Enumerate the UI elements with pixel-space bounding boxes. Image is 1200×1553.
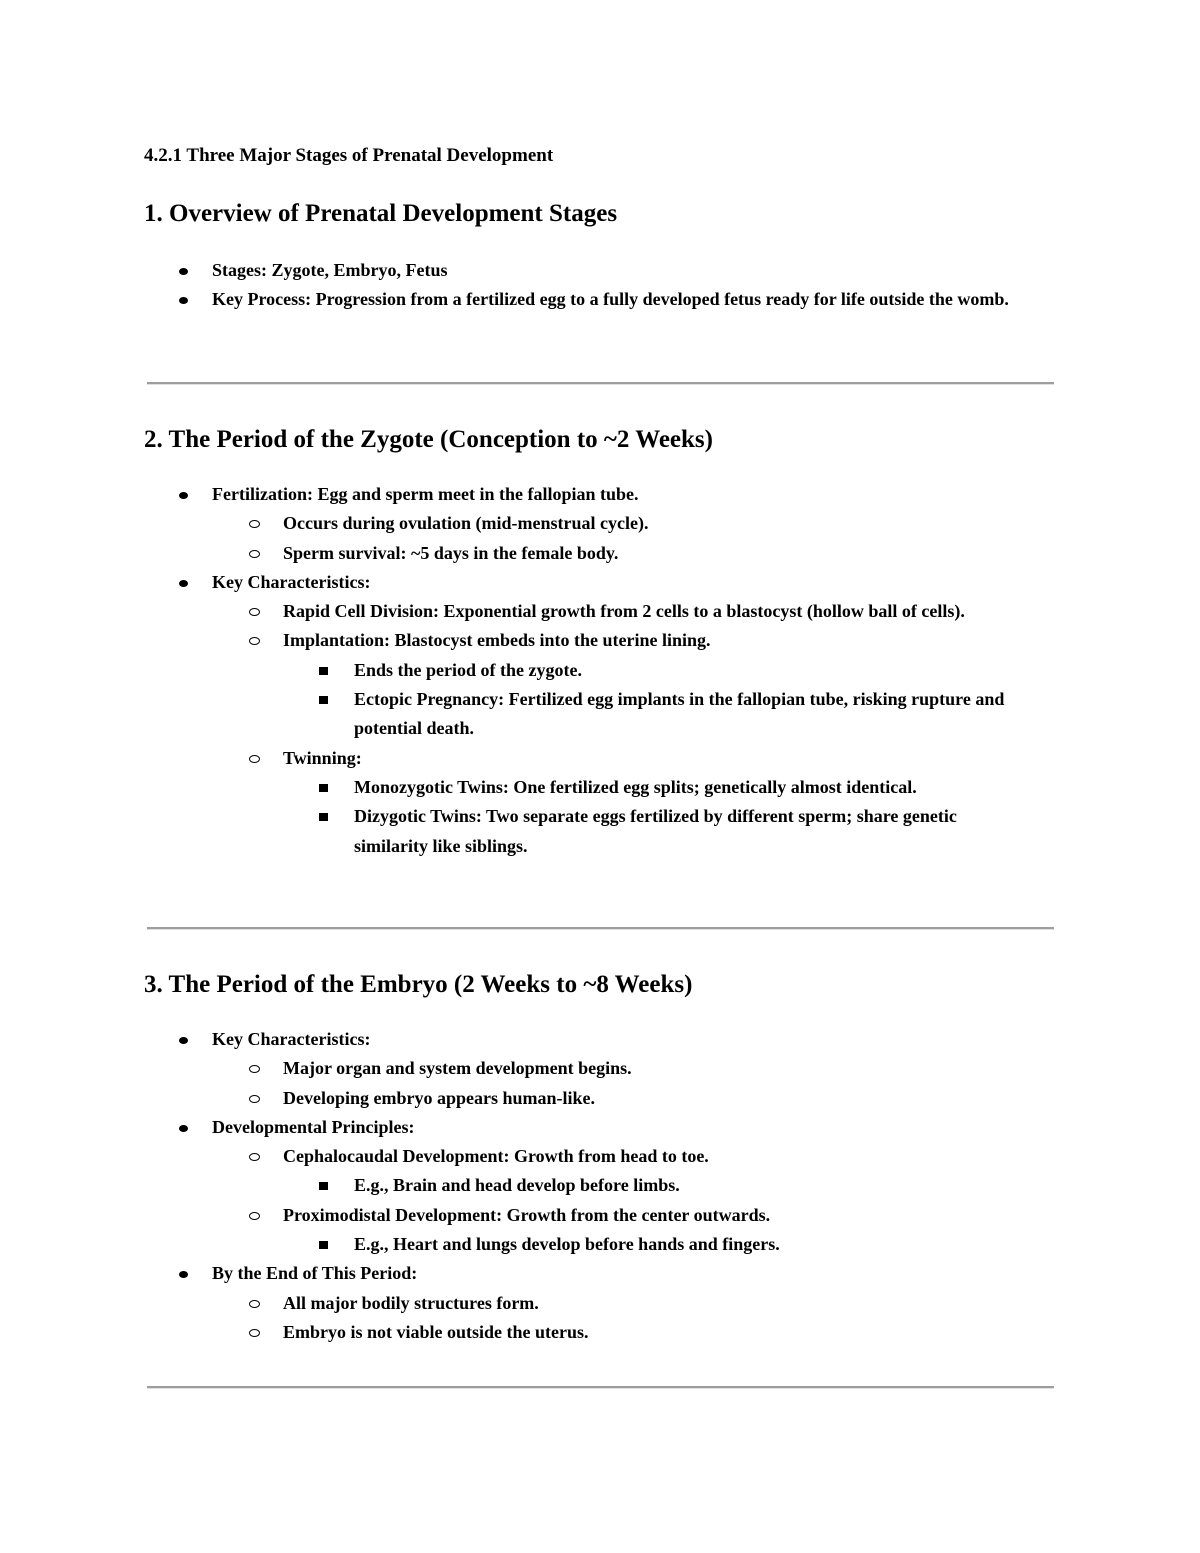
hollow-bullet-icon <box>249 1329 260 1337</box>
square-bullet-icon <box>319 1241 328 1249</box>
list-item: Ends the period of the zygote. <box>0 656 1034 685</box>
hollow-bullet-icon <box>249 1212 260 1220</box>
hollow-bullet-icon <box>249 1095 260 1103</box>
square-bullet-icon <box>319 784 328 792</box>
list-item: E.g., Brain and head develop before limbs. <box>0 1171 1034 1200</box>
list-item: Embryo is not viable outside the uterus. <box>0 1318 1053 1347</box>
filled-bullet-icon <box>179 268 188 275</box>
list-item: Sperm survival: ~5 days in the female body. <box>0 539 1053 568</box>
filled-bullet-icon <box>179 1037 188 1044</box>
hollow-bullet-icon <box>249 637 260 645</box>
hollow-bullet-icon <box>249 1300 260 1308</box>
list-item: By the End of This Period: <box>0 1259 1012 1288</box>
list-item: Key Process: Progression from a fertilized egg to a fully developed fetus ready for life outside the womb. <box>0 285 1012 314</box>
section-2-heading: 2. The Period of the Zygote (Conception to ~2 Weeks) <box>144 426 713 453</box>
section-3-heading: 3. The Period of the Embryo (2 Weeks to ~8 Weeks) <box>144 971 693 998</box>
list-item: All major bodily structures form. <box>0 1289 1053 1318</box>
hollow-bullet-icon <box>249 1065 260 1073</box>
list-item: Ectopic Pregnancy: Fertilized egg implants in the fallopian tube, risking rupture and potential death. <box>0 685 1034 744</box>
horizontal-rule <box>147 1386 1054 1389</box>
section-3-list <box>0 1025 1200 1347</box>
list-item: Major organ and system development begins. <box>0 1054 1053 1083</box>
list-item: E.g., Heart and lungs develop before hands and fingers. <box>0 1230 1034 1259</box>
list-item: Key Characteristics: <box>0 1025 1012 1054</box>
hollow-bullet-icon <box>249 755 260 763</box>
filled-bullet-icon <box>179 1125 188 1132</box>
list-item: Cephalocaudal Development: Growth from head to toe. <box>0 1142 1053 1171</box>
square-bullet-icon <box>319 813 328 821</box>
list-item: Developmental Principles: <box>0 1113 1012 1142</box>
horizontal-rule <box>147 382 1054 385</box>
filled-bullet-icon <box>179 1271 188 1278</box>
document-title: 4.2.1 Three Major Stages of Prenatal Development <box>144 145 554 166</box>
list-item: Developing embryo appears human-like. <box>0 1084 1053 1113</box>
square-bullet-icon <box>319 1182 328 1190</box>
filled-bullet-icon <box>179 580 188 587</box>
section-2-list <box>0 480 1200 861</box>
list-item: Twinning: <box>0 744 1053 773</box>
hollow-bullet-icon <box>249 608 260 616</box>
section-1-list <box>0 256 1200 315</box>
section-1-heading: 1. Overview of Prenatal Development Stages <box>144 200 618 227</box>
list-item: Implantation: Blastocyst embeds into the uterine lining. <box>0 626 1053 655</box>
filled-bullet-icon <box>179 492 188 499</box>
list-item: Dizygotic Twins: Two separate eggs fertilized by different sperm; share genetic similarity like siblings. <box>0 802 1034 861</box>
list-item: Occurs during ovulation (mid-menstrual cycle). <box>0 509 1053 538</box>
list-item: Key Characteristics: <box>0 568 1012 597</box>
list-item: Proximodistal Development: Growth from the center outwards. <box>0 1201 1053 1230</box>
square-bullet-icon <box>319 667 328 675</box>
hollow-bullet-icon <box>249 550 260 558</box>
square-bullet-icon <box>319 696 328 704</box>
list-item: Rapid Cell Division: Exponential growth from 2 cells to a blastocyst (hollow ball of cells). <box>0 597 1053 626</box>
horizontal-rule <box>147 927 1054 930</box>
hollow-bullet-icon <box>249 1153 260 1161</box>
list-item: Stages: Zygote, Embryo, Fetus <box>0 256 1012 285</box>
filled-bullet-icon <box>179 297 188 304</box>
list-item: Fertilization: Egg and sperm meet in the fallopian tube. <box>0 480 1012 509</box>
hollow-bullet-icon <box>249 520 260 528</box>
list-item: Monozygotic Twins: One fertilized egg splits; genetically almost identical. <box>0 773 1034 802</box>
